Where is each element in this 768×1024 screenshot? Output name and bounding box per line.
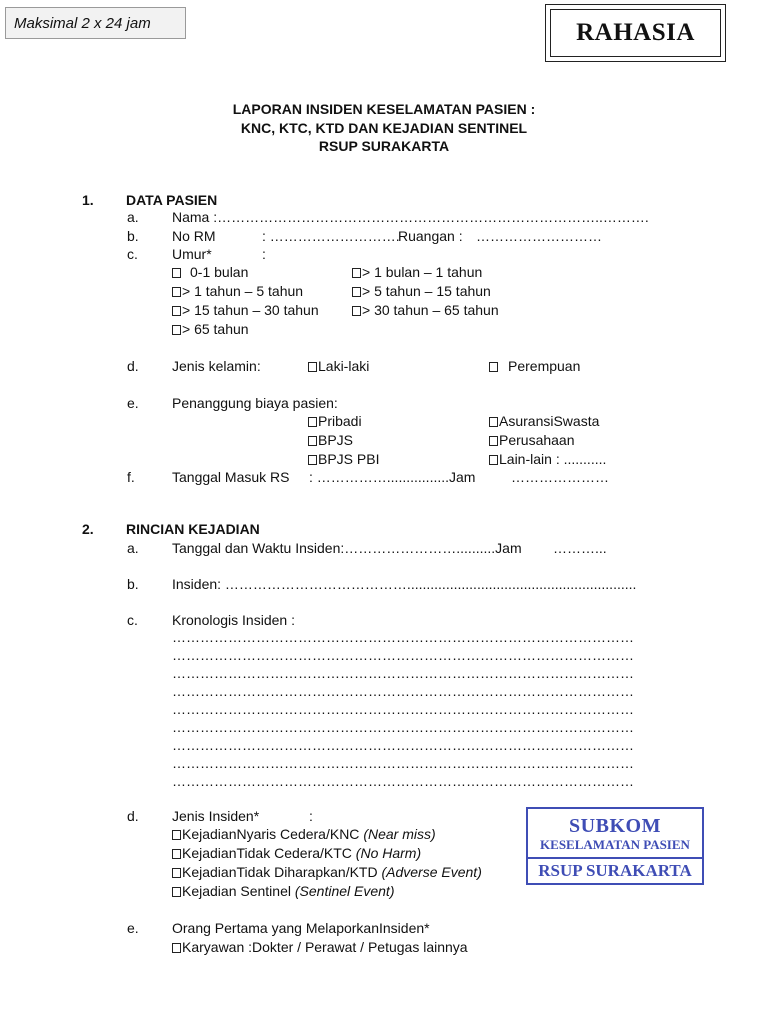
patient-name-field[interactable]: Nama :………………………………………………………………………..………. [172,209,649,225]
section1-heading: DATA PASIEN [126,192,218,208]
payer-option[interactable]: BPJS PBI [308,451,379,467]
checkbox-icon[interactable] [172,306,181,316]
section2-heading: RINCIAN KEJADIAN [126,521,260,537]
checkbox-icon[interactable] [172,287,181,297]
age-label: Umur* [172,246,212,262]
payer-option[interactable]: AsuransiSwasta [489,413,599,429]
admission-date-label: Tanggal Masuk RS [172,469,290,485]
medical-record-field[interactable]: : ………………………. [262,228,400,244]
admission-date-field[interactable]: : ……………................Jam [309,469,476,485]
incident-field[interactable]: Insiden: …………………………………........................................................... [172,576,637,592]
checkbox-icon[interactable] [352,268,361,278]
item-letter: d. [127,358,139,374]
checkbox-icon[interactable] [172,830,181,840]
time-limit-label: Maksimal 2 x 24 jam [5,7,186,39]
dotted-line: ……………………………………………………………………………………… [172,629,634,645]
item-letter: e. [127,395,139,411]
checkbox-icon[interactable] [489,417,498,427]
checkbox-icon[interactable] [308,362,317,372]
dotted-line: ……………………………………………………………………………………… [172,773,634,789]
incident-type-option[interactable]: Kejadian Sentinel (Sentinel Event) [172,883,394,899]
incident-type-option[interactable]: KejadianTidak Cedera/KTC (No Harm) [172,845,421,861]
room-field[interactable]: ……………………… [476,228,602,244]
item-letter: a. [127,540,139,556]
gender-option-female[interactable]: Perempuan [489,358,580,374]
checkbox-icon[interactable] [489,362,498,372]
checkbox-icon[interactable] [172,849,181,859]
dotted-line: ……………………………………………………………………………………… [172,647,634,663]
item-letter: e. [127,920,139,936]
item-letter: b. [127,576,139,592]
payer-option[interactable]: BPJS [308,432,353,448]
form-title-line3: RSUP SURAKARTA [318,138,450,154]
age-option[interactable]: > 5 tahun – 15 tahun [352,283,491,299]
reporter-option[interactable]: Karyawan :Dokter / Perawat / Petugas lainnya [172,939,468,955]
dotted-line: ……………………………………………………………………………………… [172,737,634,753]
section2-number: 2. [82,521,94,537]
age-option[interactable]: > 1 tahun – 5 tahun [172,283,303,299]
age-colon: : [262,246,266,262]
incident-type-label: Jenis Insiden* [172,808,260,824]
item-letter: c. [127,612,138,628]
checkbox-icon[interactable] [308,455,317,465]
payer-label: Penanggung biaya pasien: [172,395,338,411]
section1-number: 1. [82,192,94,208]
item-letter: f. [127,469,135,485]
gender-label: Jenis kelamin: [172,358,261,374]
dotted-line: ……………………………………………………………………………………… [172,683,634,699]
room-label: Ruangan : [398,228,463,244]
payer-option[interactable]: Lain-lain : ........... [489,451,606,467]
checkbox-icon[interactable] [172,868,181,878]
confidential-label: RAHASIA [550,9,721,57]
checkbox-icon[interactable] [352,287,361,297]
committee-stamp [526,807,704,885]
chronology-label: Kronologis Insiden : [172,612,295,628]
stamp-line1: SUBKOM [569,815,661,837]
first-reporter-label: Orang Pertama yang MelaporkanInsiden* [172,920,430,936]
dotted-line: ……………………………………………………………………………………… [172,755,634,771]
confidential-box [545,4,726,62]
checkbox-icon[interactable] [308,417,317,427]
checkbox-icon[interactable] [352,306,361,316]
age-option[interactable]: > 30 tahun – 65 tahun [352,302,499,318]
admission-time-field[interactable]: ………………… [511,469,609,485]
age-option[interactable]: > 1 bulan – 1 tahun [352,264,482,280]
incident-type-colon: : [309,808,313,824]
dotted-line: ……………………………………………………………………………………… [172,665,634,681]
payer-option[interactable]: Pribadi [308,413,362,429]
age-option[interactable]: > 15 tahun – 30 tahun [172,302,319,318]
item-letter: a. [127,209,139,225]
checkbox-icon[interactable] [172,887,181,897]
item-letter: d. [127,808,139,824]
payer-option[interactable]: Perusahaan [489,432,575,448]
age-option[interactable]: 0-1 bulan [172,264,248,280]
checkbox-icon[interactable] [489,455,498,465]
incident-type-option[interactable]: KejadianTidak Diharapkan/KTD (Adverse Event) [172,864,482,880]
form-title-line2: KNC, KTC, KTD DAN KEJADIAN SENTINEL [240,120,528,136]
stamp-line3: RSUP SURAKARTA [538,861,692,880]
item-letter: b. [127,228,139,244]
form-title-line1: LAPORAN INSIDEN KESELAMATAN PASIEN : [232,101,536,117]
age-option[interactable]: > 65 tahun [172,321,249,337]
incident-type-option[interactable]: KejadianNyaris Cedera/KNC (Near miss) [172,826,436,842]
dotted-line: ……………………………………………………………………………………… [172,719,634,735]
checkbox-icon[interactable] [489,436,498,446]
dotted-line: ……………………………………………………………………………………… [172,701,634,717]
checkbox-icon[interactable] [172,325,181,335]
medical-record-label: No RM [172,228,216,244]
checkbox-icon[interactable] [308,436,317,446]
stamp-line2: KESELAMATAN PASIEN [540,837,690,852]
incident-time-field[interactable]: ………... [553,540,607,556]
incident-datetime-field[interactable]: Tanggal dan Waktu Insiden:……………………..........Jam [172,540,522,556]
checkbox-icon[interactable] [172,268,181,278]
checkbox-icon[interactable] [172,943,181,953]
item-letter: c. [127,246,138,262]
gender-option-male[interactable]: Laki-laki [308,358,369,374]
